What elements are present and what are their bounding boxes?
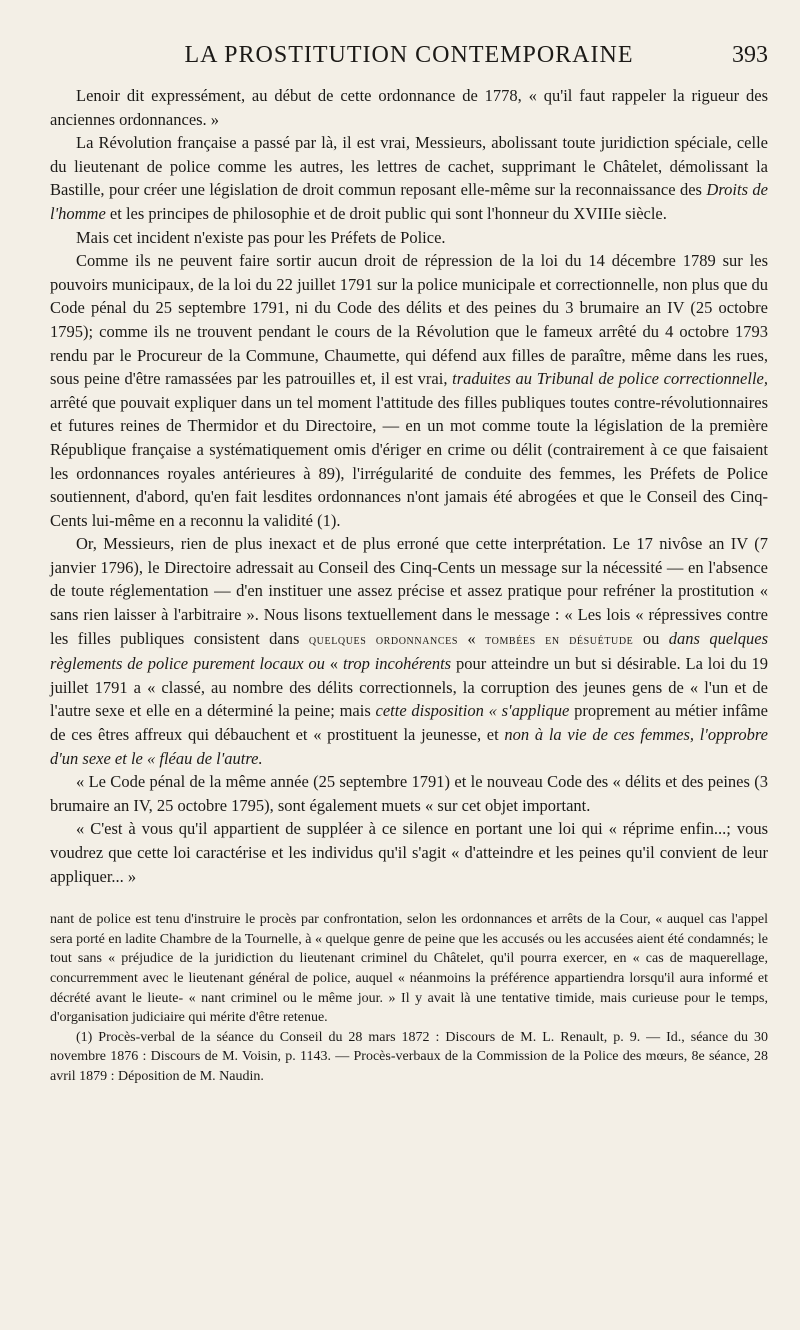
paragraph-7: « C'est à vous qu'il appartient de suppléer à ce silence en portant une loi qui « réprime enfin...; vous voudrez que cette loi caractérise et les individus qu'il s'agit « d'atteindre et les peines qu'il convient de leur appliquer... » [50, 819, 768, 886]
page-header [50, 42, 768, 76]
paragraph-1: Lenoir dit expressément, au début de cette ordonnance de 1778, « qu'il faut rappeler la rigueur des anciennes ordonnances. » [50, 86, 768, 129]
page-number: 393 [732, 42, 768, 68]
footnotes [50, 910, 768, 1086]
paragraph-6: « Le Code pénal de la même année (25 septembre 1791) et le nouveau Code des « délits et des peines (3 brumaire an IV, 25 octobre 1795), sont également muets « sur cet objet important. [50, 772, 768, 815]
paragraph-2: La Révolution française a passé par là, il est vrai, Messieurs, abolissant toute juridiction spéciale, celle du lieutenant de police comme les autres, les lettres de cachet, supprimant le Châtelet, démolissant la Bastille, pour créer une législation de droit commun reposant elle-même sur la reconnaissance des Droits de l'homme et les principes de philosophie et de droit public qui sont l'honneur du XVIIIe siècle. [50, 133, 769, 223]
paragraph-4: Comme ils ne peuvent faire sortir aucun droit de répression de la loi du 14 décembre 1789 sur les pouvoirs municipaux, de la loi du 22 juillet 1791 sur la police municipale et correctionnelle, non plus que du Code pénal du 25 septembre 1791, ni du Code des délits et des peines du 3 brumaire an IV (25 octobre 1795); comme ils ne trouvent pendant le cours de la Révolution que le fameux arrêté du 4 octobre 1793 rendu par le Procureur de la Commune, Chaumette, qui défend aux filles de paraître, même dans les rues, sous peine d'être ramassées par les patrouilles et, il est vrai, traduites au Tribunal de police correctionnelle, arrêté que pouvait expliquer dans un tel moment l'attitude des filles publiques toutes contre-révolutionnaires et futures reines de Thermidor et du Directoire, — en un mot comme toute la législation de la première République française a systématiquement omis d'ériger en crime ou délit (contrairement à ce que faisaient les ordonnances royales antérieures à 89), l'irrégularité de conduite des femmes, les Préfets de Police soutiennent, d'abord, qu'en fait lesdites ordonnances n'ont jamais été abrogées et que le Conseil des Cinq-Cents lui-même en a reconnu la validité (1). [50, 251, 768, 530]
paragraph-5: Or, Messieurs, rien de plus inexact et de plus erroné que cette interprétation. Le 17 nivôse an IV (7 janvier 1796), le Directoire adressait au Conseil des Cinq-Cents un message sur la nécessité — en l'absence de toute réglementation — d'en instituer une assez précise et assez pratique pour refréner la prostitution « sans rien laisser à l'arbitraire ». Nous lisons textuellement dans le message : « Les lois « répressives contre les filles publiques consistent dans quelques ordonnances « tombées en désuétude ou dans quelques règlements de police purement locaux ou « trop incohérents pour atteindre un but si désirable. La loi du 19 juillet 1791 a « classé, au nombre des délits correctionnels, la corruption des jeunes gens de « l'un et de l'autre sexe et elle en a déterminé la peine; mais cette disposition « s'applique proprement au métier infâme de ces êtres affreux qui débauchent et « prostituent la jeunesse, et non à la vie de ces femmes, l'opprobre d'un sexe et le « fléau de l'autre. [50, 534, 769, 768]
footnote-continued: nant de police est tenu d'instruire le procès par confrontation, selon les ordonnances et arrêts de la Cour, « auquel cas l'appel sera porté en ladite Chambre de la Tournelle, à « quelque genre de peine que les accusés ou les accusées aient été condamnés; le tout sans « préjudice de la juridiction du lieutenant criminel du Châtelet, qu'il pourra exercer, en « cas de maquerellage, concurremment avec le lieutenant général de police, auquel « néanmoins la préférence appartiendra lorsqu'il aura informé et décrété avant le lieute- « nant criminel ou le même jour. » Il y avait là une tentative timide, mais curieuse pour le temps, d'organisation judiciaire qui mérite d'être retenue. [50, 912, 768, 1026]
paragraph-3: Mais cet incident n'existe pas pour les Préfets de Police. [76, 227, 446, 247]
running-title: LA PROSTITUTION CONTEMPORAINE [184, 42, 634, 68]
main-text [50, 84, 768, 888]
footnote-1: (1) Procès-verbal de la séance du Conseil du 28 mars 1872 : Discours de M. L. Renault, p. 9. — Id., séance du 30 novembre 1876 : Discours de M. Voisin, p. 1143. — Procès-verbaux de la Commission de la Police des mœurs, 8e séance, 28 avril 1879 : Déposition de M. Naudin. [50, 1029, 768, 1084]
